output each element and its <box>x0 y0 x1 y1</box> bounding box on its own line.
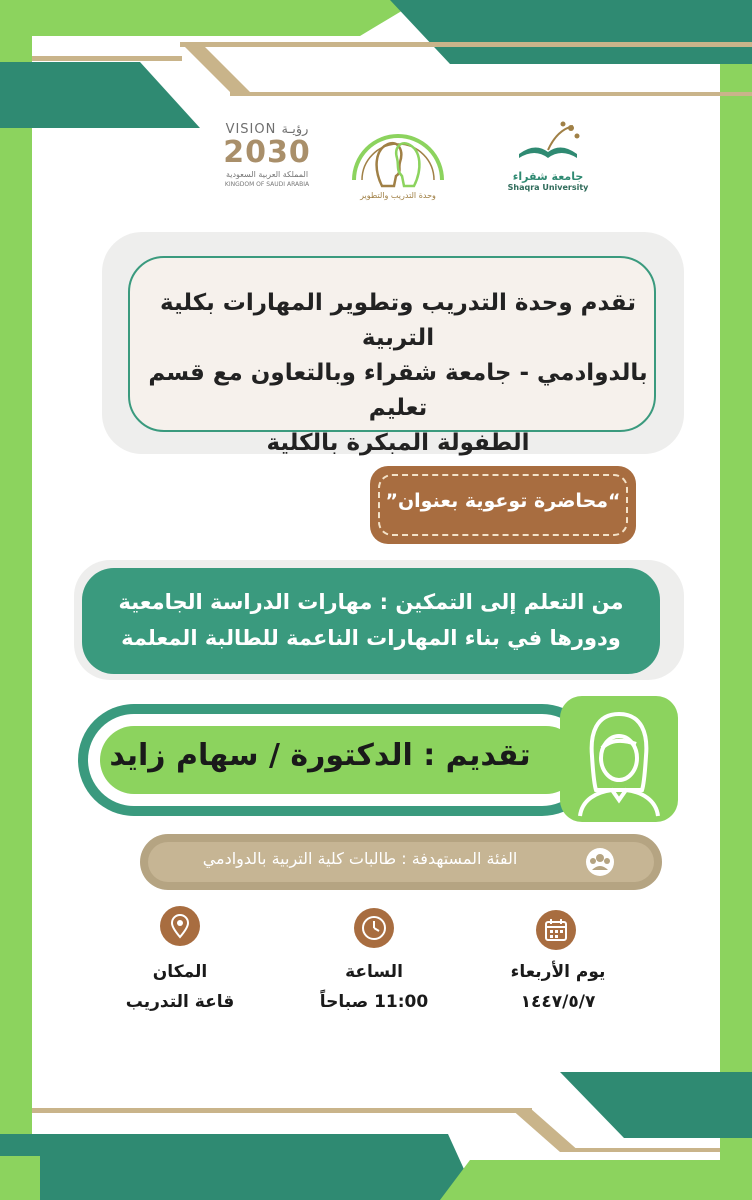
topic-line-1: من التعلم إلى التمكين : مهارات الدراسة الجامعية <box>118 590 624 614</box>
time-label: الساعة <box>345 962 403 982</box>
presenter-avatar <box>560 696 678 822</box>
intro-line-2: بالدوادمي - جامعة شقراء وبالتعاون مع قسم تعليم <box>148 360 648 421</box>
clock-icon <box>354 908 394 948</box>
university-name-ar: جامعة شقراء <box>512 170 584 183</box>
lecture-badge-text: “محاضرة توعوية بعنوان” <box>385 490 621 512</box>
vision-year: 2030 <box>223 135 311 170</box>
vision-country-en: KINGDOM OF SAUDI ARABIA <box>224 181 310 188</box>
shaqra-university-logo <box>498 120 598 206</box>
university-name-en: Shaqra University <box>507 183 589 192</box>
day-value: ١٤٤٧/٥/٧ <box>520 992 596 1012</box>
group-icon <box>586 848 614 876</box>
intro-text <box>146 286 650 461</box>
day-label: يوم الأربعاء <box>510 962 606 982</box>
topic-line-2: ودورها في بناء المهارات الناعمة للطالبة المعلمة <box>121 626 621 650</box>
vision-title: VISION رؤيـة <box>225 122 309 137</box>
topic-text <box>96 584 646 656</box>
frame-left-bar <box>0 0 32 1200</box>
open-book-icon <box>513 120 583 164</box>
presenter-name: تقديم : الدكتورة / سهام زايد <box>109 738 531 773</box>
vision-2030-logo <box>212 122 322 202</box>
intro-line-1: تقدم وحدة التدريب وتطوير المهارات بكلية التربية <box>160 290 636 351</box>
calendar-icon <box>536 910 576 950</box>
time-value: 11:00 صباحاً <box>319 992 429 1012</box>
woman-avatar-icon <box>560 696 678 822</box>
place-value: قاعة التدريب <box>125 992 235 1012</box>
training-unit-logo <box>344 110 452 206</box>
frame-right-bar <box>720 0 752 1200</box>
vision-country-ar: المملكة العربية السعودية <box>225 170 309 179</box>
logos-row <box>200 110 600 210</box>
unit-name: وحدة التدريب والتطوير <box>360 191 436 200</box>
intro-line-3: الطفولة المبكرة بالكلية <box>266 430 530 456</box>
place-label: المكان <box>152 962 208 982</box>
target-audience-text: الفئة المستهدفة : طالبات كلية التربية بالدوادمي <box>202 849 518 868</box>
location-pin-icon <box>160 906 200 946</box>
